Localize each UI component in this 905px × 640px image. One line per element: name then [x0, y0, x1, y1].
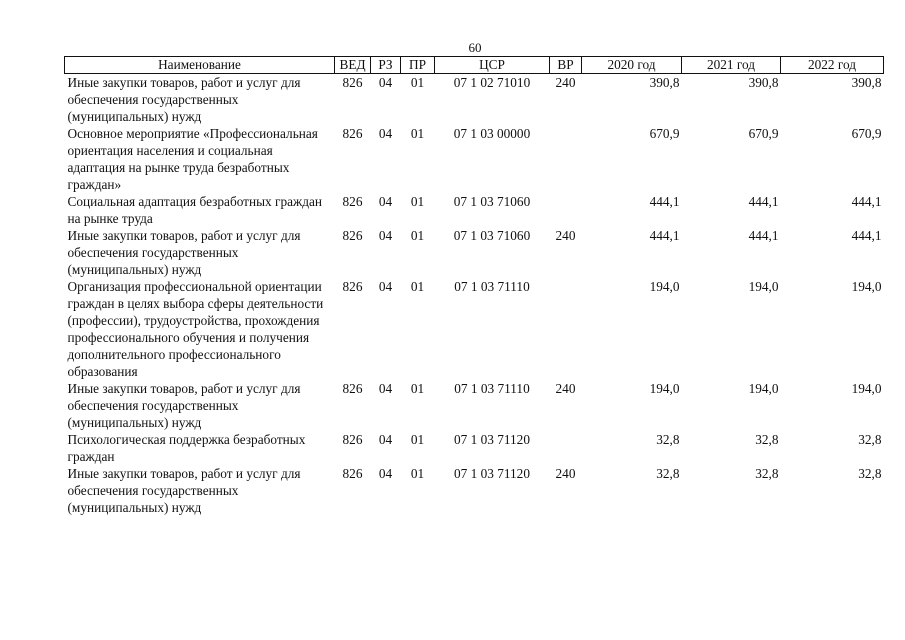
row-ved: 826	[342, 75, 363, 90]
row-pr: 01	[410, 126, 425, 141]
row-pr: 01	[410, 279, 425, 294]
row-value-2021: 390,8	[748, 75, 779, 90]
row-vr: 240	[555, 381, 576, 396]
row-vr: 240	[555, 228, 576, 243]
row-csr: 07 1 03 71110	[454, 381, 530, 396]
row-vr	[550, 193, 582, 227]
table-header-row	[65, 57, 884, 74]
row-vr: 240	[555, 75, 576, 90]
row-pr: 01	[410, 466, 425, 481]
header-vr: ВР	[550, 57, 582, 74]
row-name: Социальная адаптация безработных граждан на рынке труда	[67, 194, 322, 226]
row-csr: 07 1 03 71120	[454, 466, 530, 481]
header-2022: 2022 год	[781, 57, 884, 74]
budget-table	[64, 56, 884, 516]
row-name: Иные закупки товаров, работ и услуг для обеспечения государственных (муниципальных) нужд	[67, 466, 301, 515]
header-2020: 2020 год	[582, 57, 682, 74]
row-pr: 01	[410, 432, 425, 447]
row-value-2021: 444,1	[748, 228, 779, 243]
row-value-2022: 194,0	[851, 381, 882, 396]
row-csr: 07 1 03 00000	[453, 126, 531, 141]
header-2021: 2021 год	[682, 57, 781, 74]
row-value-2021: 32,8	[755, 466, 779, 481]
row-value-2020: 670,9	[649, 126, 680, 141]
row-ved: 826	[342, 432, 363, 447]
row-rz: 04	[378, 75, 393, 90]
row-csr: 07 1 02 71010	[453, 75, 531, 90]
row-value-2020: 194,0	[649, 381, 680, 396]
row-value-2020: 32,8	[656, 432, 680, 447]
table-row	[65, 278, 884, 380]
table-row	[65, 465, 884, 516]
row-csr: 07 1 03 71110	[454, 279, 530, 294]
row-vr	[550, 278, 582, 380]
row-value-2020: 32,8	[656, 466, 680, 481]
row-name: Иные закупки товаров, работ и услуг для обеспечения государственных (муниципальных) нужд	[67, 228, 301, 277]
row-value-2022: 444,1	[851, 194, 882, 209]
row-pr: 01	[410, 194, 425, 209]
row-name: Иные закупки товаров, работ и услуг для обеспечения государственных (муниципальных) нужд	[67, 75, 301, 124]
row-value-2021: 670,9	[748, 126, 779, 141]
row-name: Основное мероприятие «Профессиональная ориентация населения и социальная адаптация на рынке труда безработных граждан»	[67, 126, 318, 192]
row-value-2021: 194,0	[748, 381, 779, 396]
header-ved: ВЕД	[335, 57, 371, 74]
row-value-2022: 670,9	[851, 126, 882, 141]
row-name: Иные закупки товаров, работ и услуг для обеспечения государственных (муниципальных) нужд	[67, 381, 301, 430]
row-ved: 826	[342, 194, 363, 209]
table-row	[65, 380, 884, 431]
row-vr	[550, 431, 582, 465]
row-value-2021: 32,8	[755, 432, 779, 447]
row-vr	[550, 125, 582, 193]
row-rz: 04	[378, 279, 393, 294]
row-value-2020: 444,1	[649, 228, 680, 243]
row-ved: 826	[342, 381, 363, 396]
header-rz: РЗ	[371, 57, 401, 74]
row-ved: 826	[342, 466, 363, 481]
row-rz: 04	[378, 126, 393, 141]
row-rz: 04	[378, 194, 393, 209]
row-value-2022: 194,0	[851, 279, 882, 294]
row-value-2021: 444,1	[748, 194, 779, 209]
row-value-2022: 444,1	[851, 228, 882, 243]
row-pr: 01	[410, 381, 425, 396]
row-value-2020: 194,0	[649, 279, 680, 294]
row-pr: 01	[410, 75, 425, 90]
table-row	[65, 193, 884, 227]
table-row	[65, 74, 884, 126]
header-name: Наименование	[65, 57, 335, 74]
row-value-2020: 390,8	[649, 75, 680, 90]
row-csr: 07 1 03 71120	[454, 432, 530, 447]
row-value-2022: 32,8	[858, 466, 882, 481]
row-ved: 826	[342, 279, 363, 294]
row-csr: 07 1 03 71060	[453, 228, 531, 243]
table-row	[65, 431, 884, 465]
row-rz: 04	[378, 381, 393, 396]
table-row	[65, 125, 884, 193]
row-value-2022: 390,8	[851, 75, 882, 90]
row-rz: 04	[378, 432, 393, 447]
header-csr: ЦСР	[435, 57, 550, 74]
row-ved: 826	[342, 126, 363, 141]
row-name: Организация профессиональной ориентации граждан в целях выбора сферы деятельности (профессии), трудоустройства, прохождения профессионального обучения и получения дополнительного профессионального образования	[67, 279, 324, 379]
row-rz: 04	[378, 228, 393, 243]
row-rz: 04	[378, 466, 393, 481]
page-number: 60	[468, 40, 482, 55]
row-vr: 240	[555, 466, 576, 481]
row-name: Психологическая поддержка безработных граждан	[67, 432, 306, 464]
row-csr: 07 1 03 71060	[453, 194, 531, 209]
row-value-2020: 444,1	[649, 194, 680, 209]
row-value-2021: 194,0	[748, 279, 779, 294]
table-row	[65, 227, 884, 278]
row-value-2022: 32,8	[858, 432, 882, 447]
row-pr: 01	[410, 228, 425, 243]
row-ved: 826	[342, 228, 363, 243]
header-pr: ПР	[401, 57, 435, 74]
